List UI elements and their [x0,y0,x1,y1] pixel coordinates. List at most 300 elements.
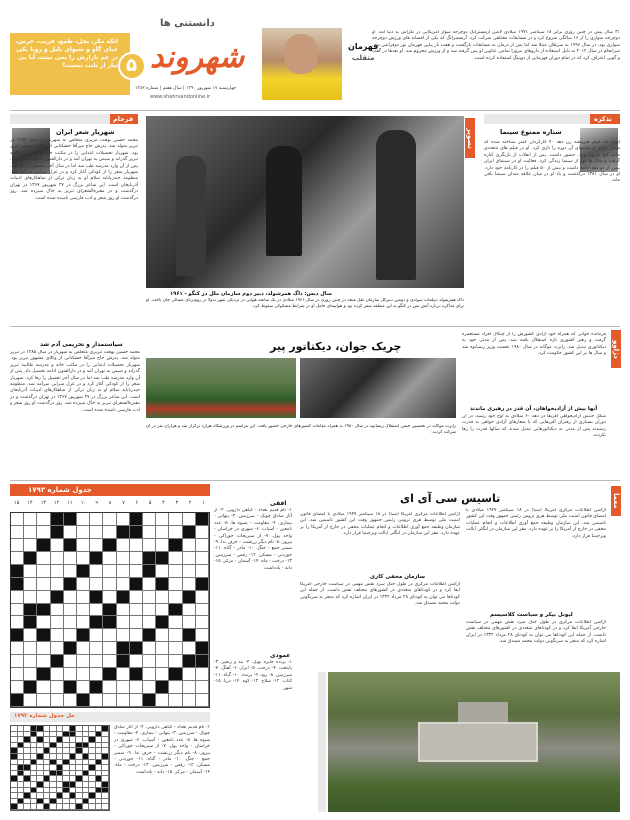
crossword-black-cell [117,591,130,604]
crossword-cell[interactable] [196,604,209,617]
crossword-cell[interactable] [90,513,103,526]
cia-title: تاسیس سی آی ای [400,492,501,505]
crossword-cell[interactable] [169,591,182,604]
crossword-cell[interactable] [169,694,182,707]
crossword-cell[interactable] [24,591,37,604]
crossword-cell[interactable] [90,539,103,552]
crossword-black-cell [11,804,18,810]
crossword-cell[interactable] [64,526,77,539]
cia-photo-building-2 [458,702,508,722]
crossword-number: ۱ [202,500,205,506]
crossword-cell[interactable] [117,604,130,617]
crossword-cell[interactable] [169,642,182,655]
crossword-cell[interactable] [130,694,143,707]
crossword-cell[interactable] [196,539,209,552]
crossword-cell[interactable] [24,526,37,539]
hero-surname: متقلب [352,54,375,62]
crossword-cell[interactable] [183,552,196,565]
crossword-number: ۴ [162,500,165,506]
section-tag-mobahese: معما [611,486,621,516]
crossword-cell[interactable] [37,655,50,668]
crossword-cell[interactable] [37,565,50,578]
crossword-black-cell [24,604,37,617]
center-caption-text: داگ همرشولد دیپلمات سوئدی و دومین دبیرکل سازمان ملل متحد در چنین روزی در سال ۱۹۶۱ میلادی در یک سانحه هوایی در نزدیکی شهر ندولا در روودزیای شمالی جان باخت. او برای مذاکره درباره آتش بس در کنگو به این منطقه سفر کرده بود و هواپیمای حامل او در شرایط مشکوکی سقوط کرد. [146,298,464,309]
crossword-cell[interactable] [51,694,64,707]
crossword-cell[interactable] [103,591,116,604]
crossword-black-cell [51,655,64,668]
poet-title: شهریار شعر ایران [56,128,115,136]
crossword-black-cell [143,552,156,565]
crossword-black-cell [90,681,103,694]
crossword-cell[interactable] [77,526,90,539]
crossword-cell[interactable] [183,694,196,707]
crossword-cell[interactable] [24,565,37,578]
crossword-cell[interactable] [11,513,24,526]
crossword-cell[interactable] [196,629,209,642]
crossword-black-cell [169,604,182,617]
crossword-cell[interactable] [103,655,116,668]
crossword-cell[interactable] [183,565,196,578]
crossword-cell[interactable] [90,604,103,617]
crossword-cell[interactable] [183,681,196,694]
crossword-cell[interactable] [11,668,24,681]
crossword-cell[interactable] [77,604,90,617]
crossword-solution-title: حل جدول شماره ۱۷۹۲ [14,713,75,719]
crossword-cell[interactable] [117,578,130,591]
crossword-black-cell [11,694,24,707]
crossword-black-cell [143,694,156,707]
crossword-cell[interactable] [90,694,103,707]
crossword-cell[interactable] [156,513,169,526]
crossword-black-cell [90,591,103,604]
crossword-cell[interactable] [37,513,50,526]
crossword-cell[interactable] [70,804,77,810]
crossword-cell[interactable] [156,642,169,655]
crossword-number: ۵ [148,500,152,506]
crossword-number: ۱۵ [14,500,20,506]
crossword-black-cell [37,539,50,552]
crossword-cell[interactable] [57,804,64,810]
lower-divider [10,480,620,481]
crossword-black-cell [24,616,37,629]
cia-photo [328,672,620,812]
crossword-cell[interactable] [11,604,24,617]
crossword-cell[interactable] [64,565,77,578]
crossword-cell[interactable] [90,565,103,578]
crossword-black-cell [76,804,83,810]
crossword-black-cell [77,694,90,707]
crossword-cell[interactable] [24,668,37,681]
crossword-cell[interactable] [103,578,116,591]
crossword-cell[interactable] [183,513,196,526]
crossword-number: ۷ [122,500,125,506]
crossword-cell[interactable] [143,539,156,552]
crossword-cell[interactable] [63,804,70,810]
crossword-cell[interactable] [169,655,182,668]
crossword-title: جدول شماره ۱۷۹۳ [28,486,92,494]
crossword-black-cell [51,513,64,526]
crossword-cell[interactable] [156,565,169,578]
crossword-cell[interactable] [37,804,44,810]
crossword-black-cell [64,513,77,526]
crossword-cell[interactable] [183,539,196,552]
crossword-cell[interactable] [51,681,64,694]
crossword-black-cell [130,513,143,526]
crossword-black-cell [156,616,169,629]
crossword-cell[interactable] [196,591,209,604]
crossword-cell[interactable] [77,552,90,565]
crossword-grid[interactable] [10,512,210,708]
crossword-cell[interactable] [77,578,90,591]
crossword-cell[interactable] [143,668,156,681]
crossword-cell[interactable] [130,591,143,604]
crossword-cell[interactable] [117,539,130,552]
crossword-cell[interactable] [183,604,196,617]
crossword-cell[interactable] [117,513,130,526]
crossword-cell[interactable] [50,804,57,810]
scapa-title: چریک جوان، دیکتاتور پیر [270,340,402,353]
crossword-cell[interactable] [18,804,25,810]
crossword-cell[interactable] [143,526,156,539]
crossword-cell[interactable] [103,565,116,578]
crossword-number: ۳ [175,500,179,506]
crossword-cell[interactable] [130,616,143,629]
crossword-black-cell [169,539,182,552]
crossword-black-cell [24,681,37,694]
crossword-numbers [10,500,210,510]
crossword-cell[interactable] [169,681,182,694]
crossword-cell[interactable] [90,578,103,591]
crossword-cell[interactable] [117,552,130,565]
crossword-cell[interactable] [64,552,77,565]
crossword-black-cell [183,655,196,668]
crossword-cell[interactable] [24,513,37,526]
crossword-black-cell [130,526,143,539]
crossword-cell[interactable] [24,655,37,668]
crossword-black-cell [64,642,77,655]
crossword-vertical-clues: ۱- برنده جایزه نوبل. ۲- بند و زنجیر. ۳- پایتخت. ۴- درخت. ۵- ابزار. ۶- آهنگ. ۷- سرزمین. ۸- رود. ۹- پرنده. ۱۰- گیاه. ۱۱- کتاب. ۱۲- سلاح. ۱۳- کوه. ۱۴- دریا. ۱۵- شهر [214,660,292,691]
crossword-black-cell [156,681,169,694]
crossword-cell[interactable] [64,629,77,642]
crossword-black-cell [130,668,143,681]
section-tag-tasvir: تصویر [465,118,475,158]
crossword-black-cell [51,526,64,539]
crossword-cell[interactable] [130,539,143,552]
crossword-cell[interactable] [169,616,182,629]
crossword-cell[interactable] [117,694,130,707]
crossword-black-cell [117,642,130,655]
crossword-black-cell [196,642,209,655]
crossword-cell[interactable] [156,694,169,707]
cia-photo-caption-bar [318,672,326,812]
crossword-cell[interactable] [64,694,77,707]
crossword-black-cell [90,552,103,565]
crossword-black-cell [117,655,130,668]
crossword-black-cell [11,565,24,578]
crossword-black-cell [51,591,64,604]
crossword-black-cell [117,526,130,539]
crossword-cell[interactable] [96,804,103,810]
crossword-number: ۱۳ [40,500,47,506]
crossword-black-cell [64,681,77,694]
crossword-black-cell [156,552,169,565]
crossword-black-cell [196,655,209,668]
crossword-cell[interactable] [183,578,196,591]
center-photo-figure-2 [376,130,416,280]
crossword-black-cell [11,629,24,642]
crossword-cell[interactable] [117,668,130,681]
crossword-cell[interactable] [103,526,116,539]
crossword-cell[interactable] [24,642,37,655]
crossword-cell[interactable] [103,642,116,655]
crossword-number: ۱۲ [54,500,60,506]
crossword-black-cell [77,629,90,642]
crossword-cell[interactable] [77,616,90,629]
poet-text: محمد حسین بهجت تبریزی متخلص به شهریار در سال ۱۲۸۵ در تبریز متولد شد. پدرش حاج میرآقا خشکنابی از وکلای مشهور تبریز بود. شهریار تحصیلات ابتدایی را در مکتب خانه و مدرسه طالبیه تبریز گذراند و سپس به تهران آمد و در دارالفنون ادامه تحصیل داد. پس از آن وارد مدرسه طب شد اما در سال آخر تحصیل را رها کرد. شهریار شعر را از کودکی آغاز کرد و در غزل سرایی سرآمد شد. منظومه حیدربابایه سلام او به زبان ترکی از شاهکارهای ادبیات آذربایجان است. این شاعر بزرگ در ۲۷ شهریور ۱۳۶۷ در تهران درگذشت و در مقبرةالشعرای تبریز به خاک سپرده شد. روز درگذشت او روز شعر و ادب فارسی نامیده شده است. [10,138,138,201]
center-photo-figure-3 [176,156,206,276]
crossword-cell[interactable] [196,526,209,539]
crossword-cell[interactable] [196,694,209,707]
crossword-cell[interactable] [117,565,130,578]
crossword-cell[interactable] [51,616,64,629]
crossword-cell[interactable] [83,804,90,810]
crossword-cell[interactable] [117,681,130,694]
crossword-black-cell [183,629,196,642]
crossword-cell[interactable] [24,804,31,810]
crossword-cell[interactable] [37,681,50,694]
crossword-cell[interactable] [130,681,143,694]
crossword-cell[interactable] [90,526,103,539]
crossword-cell[interactable] [24,578,37,591]
cia-text: آژانس اطلاعات مرکزی آمریکا (سیا) در ۱۸ سپتامبر ۱۹۴۷ میلادی با امضای قانون امنیت ملی توسط هری ترومن رئیس جمهور وقت این کشور تاسیس شد. این سازمان وظیفه جمع آوری اطلاعات و انجام عملیات مخفی در خارج از آمریکا را بر عهده دارد. مقر این سازمان در لنگلی ایالت ویرجینیا قرار دارد. [300,512,460,537]
crossword-cell[interactable] [90,642,103,655]
crossword-cell[interactable] [51,604,64,617]
crossword-cell[interactable] [64,604,77,617]
crossword-cell[interactable] [90,655,103,668]
site-url[interactable]: www.shahrvandonline.ir [150,94,211,100]
masthead-quote: آنکه مکر، بخل، طمع، فریب، خرس، حیای گاو و شیوای بلبل و روبا یکی در غم نازارش را نمی بینند، آیا بی نیاز از ثابت نیست؟ [15,38,118,69]
crossword-cell[interactable] [37,616,50,629]
cia-photo-building [418,722,538,762]
section-tag-tazkere: تذکره [594,115,612,123]
crossword-cell[interactable] [77,591,90,604]
crossword-cell[interactable] [196,616,209,629]
crossword-cell[interactable] [11,526,24,539]
crossword-cell[interactable] [37,591,50,604]
crossword-cell[interactable] [64,655,77,668]
crossword-cell[interactable] [77,681,90,694]
crossword-cell[interactable] [103,681,116,694]
crossword-cell[interactable] [143,604,156,617]
crossword-cell[interactable] [51,668,64,681]
crossword-cell[interactable] [11,552,24,565]
crossword-cell[interactable] [24,629,37,642]
crossword-cell[interactable] [90,629,103,642]
crossword-cell[interactable] [117,629,130,642]
crossword-cell[interactable] [77,668,90,681]
crossword-cell[interactable] [77,655,90,668]
crossword-number: ۲ [188,500,192,506]
crossword-cell[interactable] [130,552,143,565]
cia-side-text: آژانس اطلاعات مرکزی آمریکا (سیا) در ۱۸ سپتامبر ۱۹۴۷ میلادی با امضای قانون امنیت ملی توسط هری ترومن رئیس جمهور وقت این کشور تاسیس شد. این سازمان وظیفه جمع آوری اطلاعات و انجام عملیات مخفی در خارج از آمریکا را بر عهده دارد. مقر این سازمان در لنگلی ایالت ویرجینیا قرار دارد. [466,508,606,539]
crossword-black-cell [11,578,24,591]
crossword-black-cell [37,629,50,642]
crossword-cell[interactable] [156,526,169,539]
crossword-number: ۹ [95,500,99,506]
date-line: چهارشنبه ۱۷ شهریور ۱۳۹۰ | سال هفتم | شماره ۱۳۸۲ [135,86,237,91]
crossword-cell[interactable] [11,616,24,629]
crossword-black-cell [156,578,169,591]
crossword-cell[interactable] [11,539,24,552]
scapa-photo-caption: رابرت موگابه در نخستین جشن استقلال زیمبابوه در سال ۱۹۸۰ به همراه مقامات کشورهای خارجی حضور یافت. این مراسم در ورزشگاه هراره برگزار شد و هزاران نفر در آن شرکت کردند. [146,424,456,435]
crossword-cell[interactable] [143,655,156,668]
crossword-cell[interactable] [169,526,182,539]
crossword-solution-grid [10,725,110,811]
crossword-cell[interactable] [51,578,64,591]
crossword-cell[interactable] [51,642,64,655]
crossword-cell[interactable] [51,552,64,565]
crossword-cell[interactable] [77,539,90,552]
crossword-cell[interactable] [169,578,182,591]
crossword-cell[interactable] [64,616,77,629]
crossword-cell[interactable] [130,604,143,617]
crossword-black-cell [64,539,77,552]
crossword-cell[interactable] [169,552,182,565]
crossword-cell[interactable] [51,539,64,552]
crossword-cell[interactable] [130,565,143,578]
section-tag-tarjome: فرجام [113,115,134,123]
scapa-side-text: محمد حسین بهجت تبریزی متخلص به شهریار در سال ۱۲۸۵ در تبریز متولد شد. پدرش حاج میرآقا خشکنابی از وکلای مشهور تبریز بود. شهریار تحصیلات ابتدایی را در مکتب خانه و مدرسه طالبیه تبریز گذراند و سپس به تهران آمد و در دارالفنون ادامه تحصیل داد. پس از آن وارد مدرسه طب شد اما در سال آخر تحصیل را رها کرد. شهریار شعر را از کودکی آغاز کرد و در غزل سرایی سرآمد شد. منظومه حیدربابایه سلام او به زبان ترکی از شاهکارهای ادبیات آذربایجان است. این شاعر بزرگ در ۲۷ شهریور ۱۳۶۷ در تهران درگذشت و در مقبرةالشعرای تبریز به خاک سپرده شد. روز درگذشت او روز شعر و ادب فارسی نامیده شده است. [10,350,140,413]
crossword-black-cell [143,629,156,642]
scapa-subtitle: آنها بیش از آزادیخواهان، آن قدر در رهبری ماندند [470,406,598,412]
crossword-number: ۶ [135,500,139,506]
scapa-photo-stadium [146,358,296,418]
scapa-text-left: شکل جنبش آزادیخواهی آفریقا در دهه ۶۰ میلادی به اوج خود رسید. در آن دوران بسیاری از رهبران آفریقایی که با شعارهای آزادی خواهی به قدرت رسیدند پس از مدتی به دیکتاتورهایی تبدیل شدند که سالها قدرت را رها نکردند. [462,414,606,439]
crossword-horizontal-clues: ۱- نام قدیم بغداد - گیاهی دارویی. ۲- از آثار صادق چوبک - سرزمین. ۳- پنهانی - بیماری. ۴- مقاومت - شیوه ها. ۵- عدد نامعین - آسیاب. ۶- شهری در خراسان - واحد پول. ۷- از سبزیجات خوراکی - پیروز. ۸- نام دیگر زرتشت - حرف ندا. ۹- ضمیر جمع - جنگ. ۱۰- مادر - گناه. ۱۱- خوردنی - مسکن. ۱۲- رقص - سرزمین. ۱۳- درخت - ماه. ۱۴- آسمان - مرکز. ۱۵- دانه - یادداشت [214,508,292,571]
crossword-cell[interactable] [102,804,109,810]
crossword-black-cell [64,578,77,591]
hero-photo [262,28,342,100]
crossword-cell[interactable] [169,629,182,642]
crossword-cell[interactable] [143,616,156,629]
crossword-cell[interactable] [11,655,24,668]
crossword-black-cell [143,565,156,578]
crossword-cell[interactable] [90,668,103,681]
scapa-side-title: سیاستمدار و تحریمی آدم شد [40,342,123,348]
crossword-cell[interactable] [11,642,24,655]
actress-text: ایرنه کنه فیلم هنرپیشه زن دهه ۴۰ کارگردان کمتر شناخته شده که شمار زیادی از فیلمهای آن دوره را بازی کرد. او در فیلم های متعددی مانند گنج قارون و ... حضور داشت. پس از انقلاب از بازیگری کناره گرفت و سال ها دور از سینما زندگی کرد. فعالیت او در سینمای ایران بیش از دو دهه ادامه داشت و بیش از ۵۰ فیلم را در کارنامه خود دارد. او در سال ۱۳۸۱ درگذشت و یاد او در میان علاقه مندان سینما باقی ماند. [484,140,620,184]
crossword-cell[interactable] [37,578,50,591]
crossword-cell[interactable] [143,681,156,694]
crossword-cell[interactable] [103,629,116,642]
crossword-cell[interactable] [196,565,209,578]
crossword-cell[interactable] [130,655,143,668]
crossword-black-cell [24,552,37,565]
crossword-cell[interactable] [156,604,169,617]
crossword-black-cell [103,604,116,617]
crossword-cell[interactable] [196,552,209,565]
crossword-cell[interactable] [64,668,77,681]
cia-text-2: آژانس اطلاعات مرکزی در طول جنگ سرد نقش مهمی در سیاست خارجی آمریکا ایفا کرد و در کودتاهای متعددی در کشورهای مختلف نقش داشت. از جمله این کودتاها می توان به کودتای ۲۸ مرداد ۱۳۳۲ در ایران اشاره کرد که منجر به سرنگونی دولت محمد مصدق شد. [300,582,460,607]
masthead [0,0,244,110]
crossword-cell[interactable] [143,591,156,604]
actress-title: ستاره ممنوع سینما [500,128,562,136]
crossword-cell[interactable] [156,629,169,642]
crossword-black-cell [103,668,116,681]
crossword-cell[interactable] [196,668,209,681]
crossword-cell[interactable] [130,629,143,642]
crossword-cell[interactable] [143,642,156,655]
crossword-cell[interactable] [103,694,116,707]
top-divider [10,110,620,111]
crossword-cell[interactable] [183,616,196,629]
cia-side-title: لیونل بیکر و سیاست کلاسیسم [490,612,573,618]
crossword-cell[interactable] [156,591,169,604]
crossword-cell[interactable] [31,804,38,810]
crossword-black-cell [90,616,103,629]
crossword-black-cell [196,513,209,526]
logo: شهروند [150,40,245,75]
crossword-cell[interactable] [103,513,116,526]
scapa-text-right: فرمانده جوانی که همراه خود آزادی کشورش را از چنگال افراد مستعمره گرفت و رهبر کشوری تازه استقلال یافته شد، پس از مدتی خود به دیکتاتوری تبدیل شد. رابرت موگابه در سال ۱۹۸۰ نخست وزیر زیمبابوه شد و سال ها بر این کشور حکومت کرد. [462,332,606,357]
crossword-black-cell [37,668,50,681]
crossword-cell[interactable] [64,591,77,604]
crossword-cell[interactable] [37,694,50,707]
crossword-cell[interactable] [103,552,116,565]
crossword-cell[interactable] [156,668,169,681]
crossword-cell[interactable] [51,565,64,578]
crossword-cell[interactable] [156,655,169,668]
crossword-cell[interactable] [117,616,130,629]
crossword-vertical-title: عمودی [270,652,291,659]
crossword-cell[interactable] [183,668,196,681]
crossword-cell[interactable] [156,539,169,552]
crossword-cell[interactable] [143,578,156,591]
center-photo-figure [266,146,302,256]
crossword-cell[interactable] [169,565,182,578]
scapa-photo-crowd [300,358,456,418]
crossword-black-cell [44,804,51,810]
crossword-cell[interactable] [89,804,96,810]
crossword-black-cell [103,539,116,552]
crossword-cell[interactable] [37,526,50,539]
hero-text: ۳۱ سال پیش در چنین روزی برابر ۱۸ سپتامبر ۱۹۷۱ میلادی لانس آرمسترانگ دوچرخه سوار آمریکایی در تگزاس به دنیا آمد. او دوچرخه سواری را از ۱۶ سالگی شروع کرد و در مسابقات مختلفی شرکت کرد. آرمسترانگ که یکی از افسانه های ورزش دوچرخه سواری بود، در سال ۱۹۹۶ به سرطان مبتلا شد اما پس از درمان به مسابقات بازگشت و هفت بار پیاپی قهرمان تور دوفرانس شد. سرانجام در سال ۲۰۱۲ به دلیل استفاده از داروهای نیروزا تمامی عناوین او پس گرفته شد و از ورزش محروم شد. او بعدها در گفت و گویی اعتراف کرد که در تمام دوران قهرمانی از دوپینگ استفاده کرده است. [372,30,620,61]
crossword-cell[interactable] [24,694,37,707]
crossword-cell[interactable] [77,513,90,526]
crossword-cell[interactable] [143,513,156,526]
crossword-cell[interactable] [183,642,196,655]
crossword-cell[interactable] [169,513,182,526]
center-caption-title: سال دیس: داگ همرشولد، دبیر دوم سازمان ملل در کنگو - ۱۹۶۱ [170,291,332,297]
crossword-black-cell [196,578,209,591]
crossword-cell[interactable] [24,539,37,552]
crossword-cell[interactable] [37,642,50,655]
crossword-cell[interactable] [51,629,64,642]
crossword-cell[interactable] [196,681,209,694]
crossword-number: ۸ [108,500,112,506]
crossword-cell[interactable] [77,642,90,655]
crossword-solution-text: ۱- نام قدیم بغداد - گیاهی دارویی. ۲- از آثار صادق چوبک - سرزمین. ۳- پنهانی - بیماری. ۴- مقاومت - شیوه ها. ۵- عدد نامعین - آسیاب. ۶- شهری در خراسان - واحد پول. ۷- از سبزیجات خوراکی - پیروز. ۸- نام دیگر زرتشت - حرف ندا. ۹- ضمیر جمع - جنگ. ۱۰- مادر - گناه. ۱۱- خوردنی - مسکن. ۱۲- رقص - سرزمین. ۱۳- درخت - ماه. ۱۴- آسمان - مرکز. ۱۵- دانه - یادداشت [114,725,210,775]
crossword-cell[interactable] [11,681,24,694]
section-tag-zaviye: دژاوو [611,330,621,368]
crossword-cell[interactable] [11,591,24,604]
crossword-black-cell [130,642,143,655]
center-photo [146,116,464,288]
crossword-black-cell [77,565,90,578]
mid-divider [10,326,620,327]
page-number: ۵ [126,55,137,76]
crossword-cell[interactable] [37,552,50,565]
